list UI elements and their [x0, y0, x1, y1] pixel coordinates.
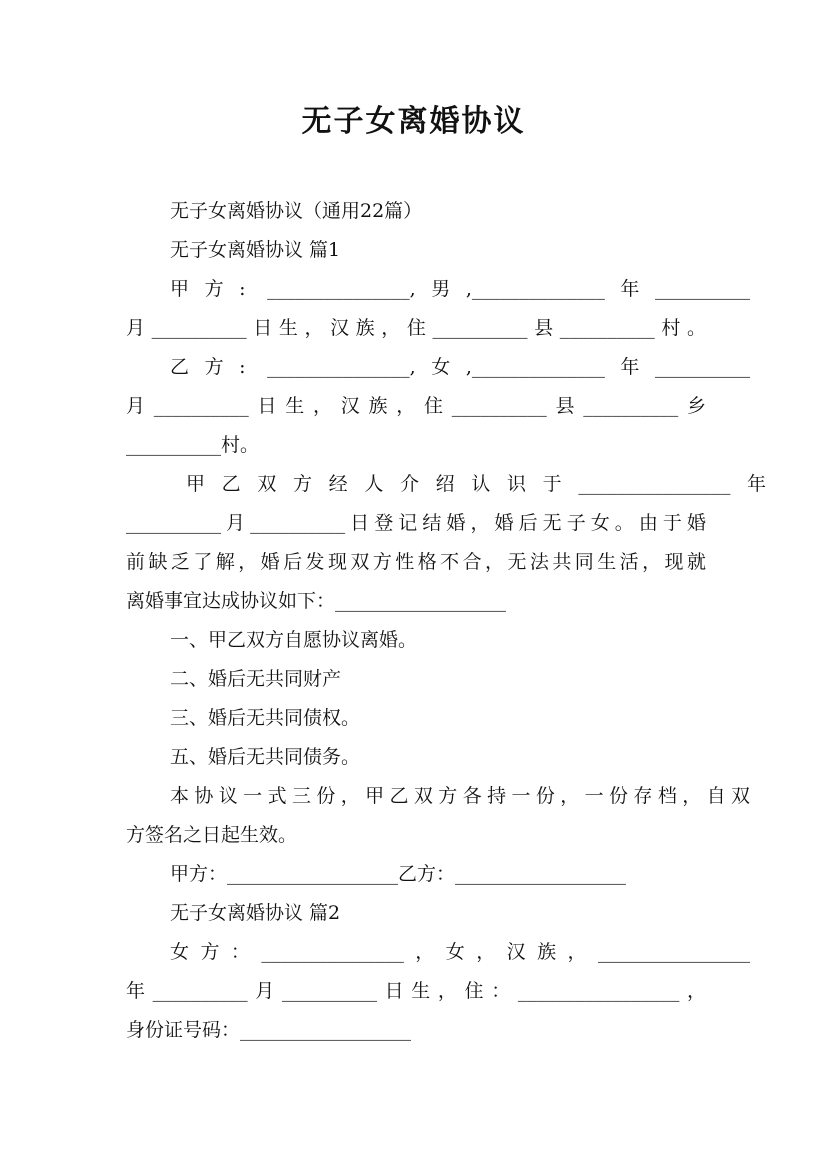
- paragraph-line: 方签名之日起生效。: [126, 824, 298, 846]
- clause-item: 二、婚后无共同财产: [170, 668, 342, 690]
- id-number-line: 身份证号码：__________________: [126, 1019, 412, 1041]
- document-title: 无子女离婚协议: [301, 104, 526, 139]
- female-party-line: 女方：_______________，女，汉族，________________: [170, 941, 750, 963]
- signature-line: 甲方：__________________乙方：__________________: [170, 863, 627, 885]
- subtitle-line: 无子女离婚协议（通用22篇）: [170, 200, 423, 222]
- section-heading: 无子女离婚协议 篇2: [170, 902, 341, 924]
- paragraph-line: 甲乙双方经人介绍认识于________________年: [186, 473, 766, 495]
- paragraph-line: __________月__________日登记结婚，婚后无子女。由于婚: [126, 512, 706, 534]
- party-a-line-cont: 月__________日生，汉族，住__________县__________村。: [126, 317, 706, 339]
- clause-item: 一、甲乙双方自愿协议离婚。: [170, 629, 418, 651]
- party-a-line: 甲方: _______________,男,______________年__________: [170, 278, 750, 300]
- section-heading: 无子女离婚协议 篇1: [170, 239, 341, 261]
- paragraph-line: 离婚事宜达成协议如下：__________________: [126, 590, 507, 612]
- party-b-line: 乙方: _______________,女,______________年__________: [170, 356, 750, 378]
- party-b-line-end: __________村。: [126, 434, 260, 456]
- female-party-line-cont: 年__________月__________日生，住：_________________，: [126, 980, 706, 1002]
- paragraph-line: 本协议一式三份，甲乙双方各持一份，一份存档，自双: [170, 785, 750, 807]
- clause-item: 五、婚后无共同债务。: [170, 746, 361, 768]
- party-b-line-cont: 月__________日生，汉族，住__________县__________乡: [126, 395, 706, 417]
- clause-item: 三、婚后无共同债权。: [170, 707, 361, 729]
- paragraph-line: 前缺乏了解，婚后发现双方性格不合，无法共同生活，现就: [126, 551, 706, 573]
